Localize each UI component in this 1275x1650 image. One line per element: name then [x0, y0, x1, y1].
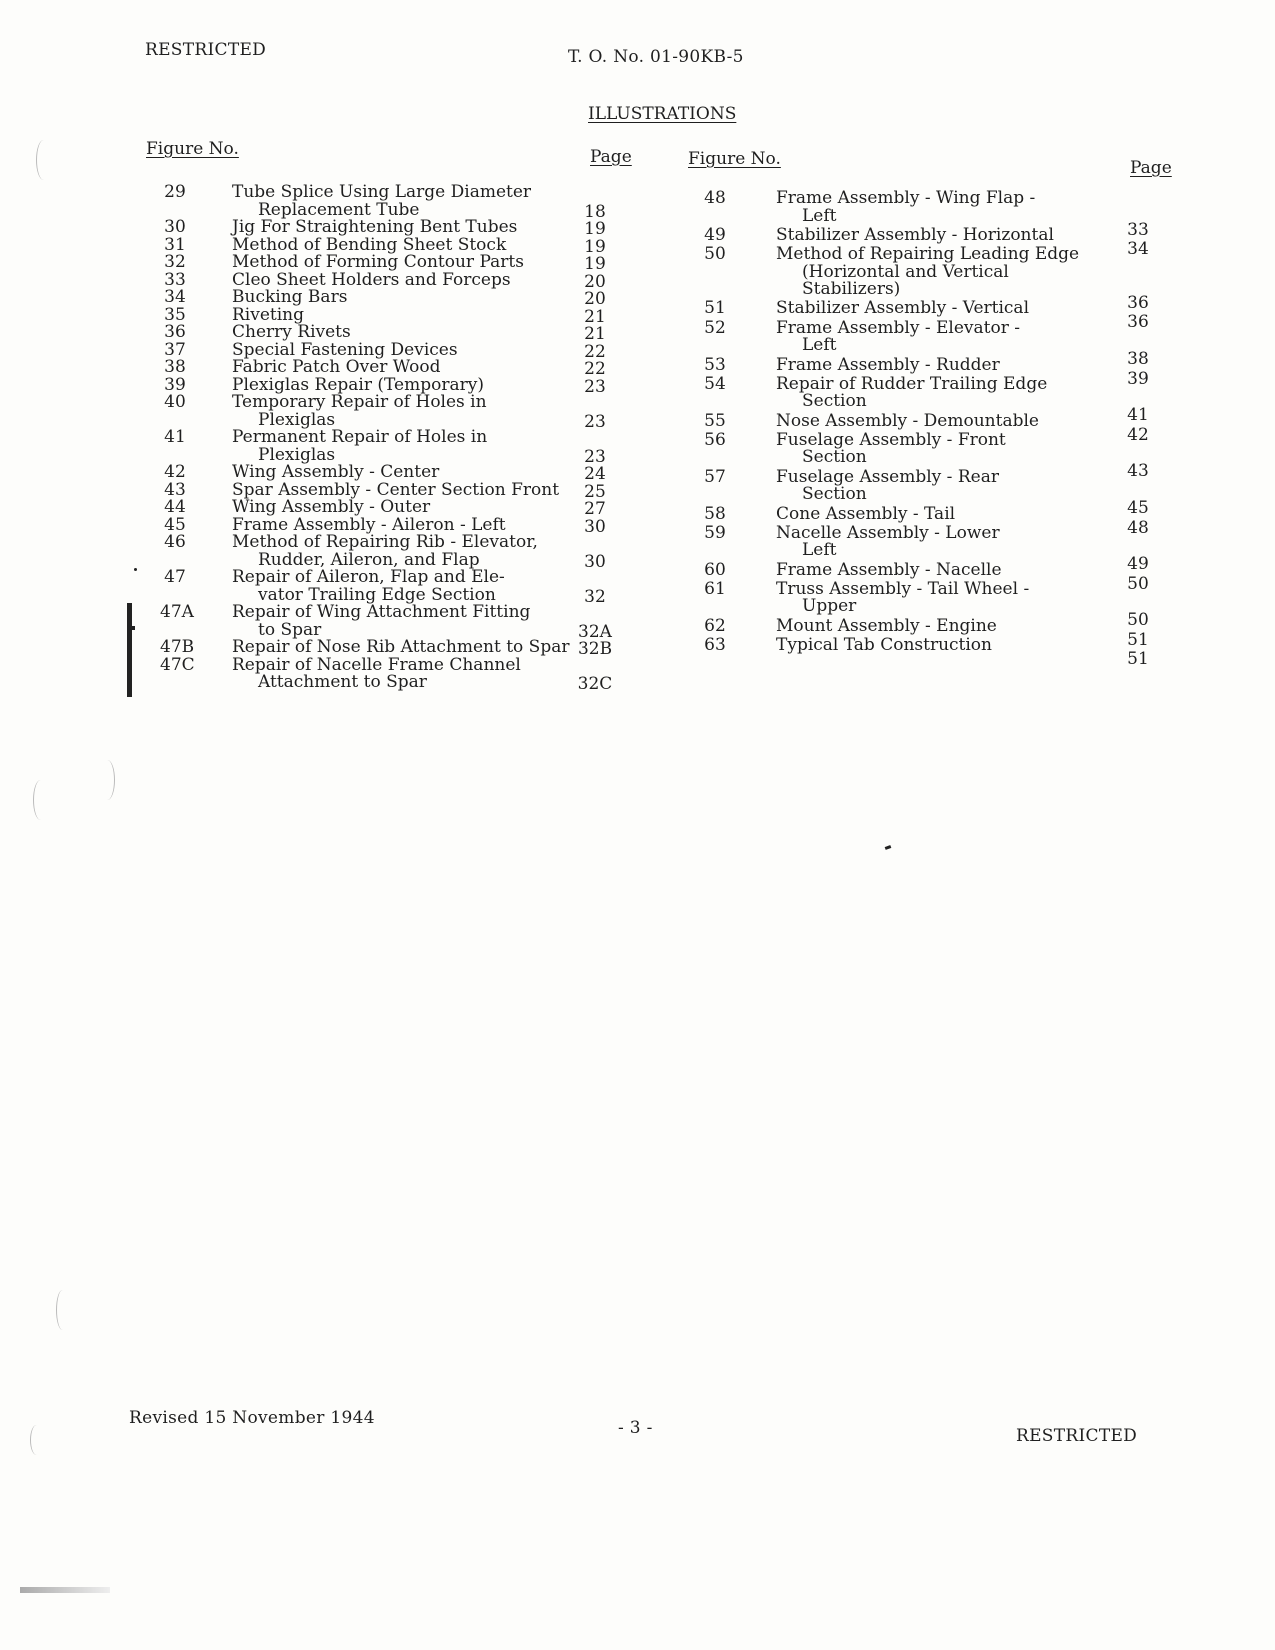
- figure-number: 43: [164, 479, 186, 500]
- page-reference: 32A: [578, 621, 612, 642]
- illustration-entry: [160, 499, 430, 517]
- figure-title: [776, 354, 1000, 375]
- page-reference: 19: [584, 254, 606, 274]
- illustration-entry: [700, 503, 956, 524]
- figure-number: 52: [704, 317, 726, 338]
- figure-title-line: Special Fastening Devices: [232, 339, 458, 360]
- figure-number: 46: [164, 532, 186, 552]
- revision-date: Revised 15 November 1944: [129, 1408, 375, 1428]
- figure-number: 58: [704, 503, 726, 524]
- scan-speck: [885, 845, 892, 850]
- page-reference: 38: [1127, 349, 1149, 370]
- figure-title-line: Permanent Repair of Holes in: [232, 427, 488, 447]
- figure-title: [776, 522, 1000, 561]
- figure-number: 60: [704, 559, 726, 580]
- classification-header: RESTRICTED: [145, 40, 267, 60]
- illustration-entry: [160, 639, 569, 657]
- page-reference: 34: [1127, 238, 1149, 259]
- figure-title: [776, 559, 1002, 580]
- figure-number: 41: [164, 427, 186, 447]
- illustration-entry: [160, 429, 487, 464]
- figure-title-line: Upper: [802, 596, 857, 617]
- page-reference: 21: [584, 306, 606, 327]
- figure-title-line: Temporary Repair of Holes in: [232, 392, 487, 412]
- page-reference: 19: [584, 219, 606, 239]
- illustration-entry: [700, 559, 1002, 580]
- figure-title: [232, 604, 530, 639]
- page-reference: 43: [1127, 461, 1149, 482]
- figure-title-line: vator Trailing Edge Section: [258, 584, 496, 605]
- illustration-entry: [160, 324, 351, 342]
- page-reference: 21: [584, 324, 606, 344]
- figure-title: [232, 534, 538, 569]
- page-reference: 48: [1127, 517, 1149, 538]
- figure-title-line: Method of Forming Contour Parts: [232, 252, 524, 272]
- figure-title: [232, 569, 505, 604]
- illustration-entry: [700, 429, 1006, 468]
- page-reference: 18: [584, 201, 606, 222]
- illustration-entry: [160, 184, 531, 219]
- figure-number: 47B: [160, 637, 195, 657]
- figure-title-line: Cherry Rivets: [232, 322, 351, 342]
- figure-number: 59: [704, 522, 726, 543]
- page-reference: 25: [584, 481, 606, 502]
- scan-mark: [56, 1290, 69, 1330]
- classification-footer: RESTRICTED: [1016, 1426, 1138, 1446]
- figure-title-line: Cleo Sheet Holders and Forceps: [232, 269, 511, 290]
- illustration-entry: [160, 289, 347, 307]
- figure-title: [776, 190, 1035, 225]
- figure-title-line: Stabilizer Assembly - Vertical: [776, 298, 1029, 319]
- figure-title-line: Frame Assembly - Wing Flap -: [776, 188, 1036, 208]
- page-reference: 20: [584, 271, 606, 292]
- page-reference: 22: [584, 341, 606, 362]
- figure-title-line: Fuselage Assembly - Front: [776, 429, 1006, 450]
- figure-title: [232, 394, 487, 429]
- illustration-entry: [700, 615, 997, 636]
- figure-number: 57: [704, 466, 726, 487]
- figure-number: 40: [164, 392, 186, 412]
- figure-title-line: Repair of Aileron, Flap and Ele-: [232, 567, 505, 587]
- figure-title-line: Left: [802, 205, 837, 226]
- page-reference: 39: [1127, 368, 1149, 389]
- figure-title-line: Cone Assembly - Tail: [776, 503, 956, 524]
- page-reference: 36: [1127, 293, 1149, 314]
- figure-title-line: Typical Tab Construction: [776, 635, 992, 655]
- figure-title-line: Method of Repairing Rib - Elevator,: [232, 532, 538, 552]
- figure-title: [232, 639, 569, 657]
- illustration-entry: [160, 534, 538, 569]
- figure-number: 39: [164, 374, 186, 395]
- page-reference: 50: [1127, 573, 1149, 594]
- figure-title-line: Repair of Wing Attachment Fitting: [232, 602, 531, 622]
- illustration-entry: [700, 354, 1000, 375]
- illustration-entry: [700, 522, 1000, 561]
- figure-title-line: Repair of Nacelle Frame Channel: [232, 654, 521, 675]
- page-reference: 51: [1127, 629, 1149, 650]
- figure-number: 31: [164, 234, 186, 255]
- figure-title: [776, 317, 1021, 356]
- figure-number: 48: [704, 188, 726, 208]
- figure-number: 44: [164, 497, 186, 517]
- page-reference: 41: [1127, 405, 1149, 426]
- figure-title-line: Stabilizer Assembly - Horizontal: [776, 224, 1054, 245]
- figure-title: [776, 578, 1030, 617]
- figure-title-line: Tube Splice Using Large Diameter: [232, 182, 532, 202]
- figure-title: [232, 289, 347, 307]
- figure-number: 54: [704, 373, 726, 394]
- figure-number: 35: [164, 304, 186, 325]
- figure-title-line: Frame Assembly - Nacelle: [776, 559, 1002, 580]
- figure-title: [776, 224, 1054, 245]
- figure-title-line: Bucking Bars: [232, 287, 348, 307]
- figure-number: 55: [704, 410, 726, 431]
- figure-title-line: Attachment to Spar: [258, 672, 427, 692]
- left-page-heading: Page: [590, 147, 632, 167]
- figure-title: [776, 429, 1006, 468]
- figure-title-line: Plexiglas: [258, 409, 336, 430]
- figure-title: [776, 637, 992, 655]
- figure-title: [232, 464, 439, 482]
- figure-number: 30: [164, 217, 186, 237]
- page-title: ILLUSTRATIONS: [588, 104, 737, 124]
- page-reference: 23: [584, 411, 606, 432]
- figure-title-line: (Horizontal and Vertical: [802, 261, 1009, 282]
- figure-title-line: Nose Assembly - Demountable: [776, 410, 1039, 431]
- revision-tick: [131, 626, 135, 630]
- figure-title-line: Plexiglas Repair (Temporary): [232, 374, 484, 395]
- illustration-entry: [700, 637, 992, 655]
- figure-number: 49: [704, 224, 726, 245]
- figure-number: 29: [164, 182, 186, 202]
- figure-number: 33: [164, 269, 186, 290]
- page-reference: 49: [1127, 554, 1149, 575]
- figure-title-line: Method of Bending Sheet Stock: [232, 234, 507, 255]
- figure-number: 63: [704, 635, 726, 655]
- figure-number: 51: [704, 298, 726, 319]
- figure-title-line: Frame Assembly - Rudder: [776, 354, 1000, 375]
- illustration-entry: [700, 224, 1054, 245]
- page-reference: 27: [584, 499, 606, 519]
- scan-mark: [100, 760, 115, 800]
- figure-number: 45: [164, 514, 186, 535]
- figure-title: [776, 246, 1079, 299]
- right-figure-heading: Figure No.: [688, 149, 781, 169]
- figure-title: [776, 466, 999, 505]
- scan-mark: [36, 140, 51, 180]
- figure-title-line: Fabric Patch Over Wood: [232, 357, 441, 377]
- scan-mark: [30, 1425, 43, 1455]
- illustration-entry: [700, 317, 1021, 356]
- page-number: - 3 -: [618, 1418, 653, 1438]
- scan-mark: [33, 780, 48, 820]
- figure-title-line: Nacelle Assembly - Lower: [776, 522, 1000, 543]
- illustration-entry: [700, 190, 1035, 225]
- illustration-entry: [700, 373, 1048, 412]
- figure-title-line: Truss Assembly - Tail Wheel -: [776, 578, 1030, 599]
- figure-title-line: to Spar: [258, 619, 322, 640]
- page-reference: 42: [1127, 424, 1149, 445]
- figure-number: 61: [704, 578, 726, 599]
- figure-title-line: Spar Assembly - Center Section Front: [232, 479, 560, 500]
- figure-title-line: Wing Assembly - Center: [232, 462, 440, 482]
- figure-title: [776, 503, 956, 524]
- figure-title-line: Stabilizers): [802, 279, 901, 300]
- revision-bar: [127, 603, 132, 697]
- figure-title-line: Section: [802, 447, 867, 468]
- figure-number: 50: [704, 244, 726, 265]
- figure-title-line: Plexiglas: [258, 444, 336, 465]
- illustration-entry: [160, 569, 505, 604]
- scan-smudge: [20, 1587, 110, 1593]
- page-reference: 51: [1127, 649, 1149, 669]
- illustration-entry: [700, 300, 1029, 318]
- right-illustration-list: [700, 190, 1180, 720]
- page-reference: 22: [584, 359, 606, 379]
- figure-title-line: Frame Assembly - Elevator -: [776, 317, 1021, 338]
- page-reference: 30: [584, 516, 606, 537]
- figure-title-line: Rudder, Aileron, and Flap: [258, 549, 480, 570]
- figure-title: [232, 324, 351, 342]
- figure-title: [232, 654, 521, 692]
- figure-title: [232, 359, 440, 377]
- figure-number: 34: [164, 287, 186, 307]
- page-reference: 33: [1127, 219, 1149, 240]
- figure-number: 36: [164, 322, 186, 342]
- figure-title-line: Section: [802, 391, 867, 412]
- illustration-entry: [700, 246, 1079, 299]
- figure-title-line: Frame Assembly - Aileron - Left: [232, 514, 506, 535]
- page-reference: 24: [584, 464, 606, 484]
- figure-title: [776, 615, 997, 636]
- page-reference: 30: [584, 551, 606, 572]
- illustration-entry: [160, 394, 487, 429]
- figure-title-line: Left: [802, 335, 837, 356]
- figure-title-line: Wing Assembly - Outer: [232, 497, 431, 517]
- page-reference: 45: [1127, 498, 1149, 519]
- figure-title-line: Mount Assembly - Engine: [776, 615, 997, 636]
- figure-title: [776, 300, 1029, 318]
- right-page-heading: Page: [1130, 158, 1172, 178]
- illustration-entry: [700, 410, 1039, 431]
- figure-title: [232, 254, 524, 272]
- left-figure-heading: Figure No.: [146, 139, 239, 159]
- illustration-entry: [160, 464, 439, 482]
- figure-number: 56: [704, 429, 726, 450]
- document-number: T. O. No. 01-90KB-5: [568, 47, 744, 67]
- page-reference: 32B: [577, 639, 613, 659]
- page-reference: 32C: [577, 674, 613, 694]
- illustration-entry: [160, 604, 530, 639]
- figure-title-line: Repair of Rudder Trailing Edge: [776, 373, 1048, 394]
- figure-title-line: Method of Repairing Leading Edge: [776, 244, 1080, 265]
- page-reference: 19: [584, 236, 606, 257]
- figure-number: 32: [164, 252, 186, 272]
- figure-number: 37: [164, 339, 186, 360]
- illustration-entry: [160, 654, 521, 692]
- figure-number: 38: [164, 357, 186, 377]
- figure-title: [776, 373, 1048, 412]
- page-reference: 50: [1127, 610, 1149, 631]
- figure-title-line: Jig For Straightening Bent Tubes: [232, 217, 518, 237]
- figure-number: 47: [164, 567, 186, 587]
- illustration-entry: [160, 219, 517, 237]
- page-reference: 20: [584, 289, 606, 309]
- page-reference: 23: [584, 376, 606, 397]
- page-reference: 36: [1127, 312, 1149, 333]
- illustration-entry: [160, 359, 440, 377]
- figure-title: [232, 219, 517, 237]
- figure-title: [232, 429, 487, 464]
- illustration-entry: [700, 466, 999, 505]
- figure-title-line: Section: [802, 484, 867, 505]
- figure-number: 62: [704, 615, 726, 636]
- page-reference: 32: [584, 586, 606, 607]
- figure-title-line: Fuselage Assembly - Rear: [776, 466, 999, 487]
- figure-number: 42: [164, 462, 186, 482]
- figure-title-line: Replacement Tube: [258, 199, 420, 220]
- figure-number: 47C: [160, 654, 195, 675]
- left-illustration-list: [160, 184, 630, 704]
- figure-title-line: Repair of Nose Rib Attachment to Spar: [232, 637, 570, 657]
- figure-title: [232, 184, 531, 219]
- page-reference: 23: [584, 446, 606, 467]
- figure-number: 53: [704, 354, 726, 375]
- margin-dot: [134, 568, 137, 571]
- figure-number: 47A: [160, 602, 194, 622]
- figure-title-line: Riveting: [232, 304, 305, 325]
- figure-title: [232, 499, 430, 517]
- illustration-entry: [160, 254, 524, 272]
- figure-title-line: Left: [802, 540, 837, 561]
- illustration-entry: [700, 578, 1030, 617]
- figure-title: [776, 410, 1039, 431]
